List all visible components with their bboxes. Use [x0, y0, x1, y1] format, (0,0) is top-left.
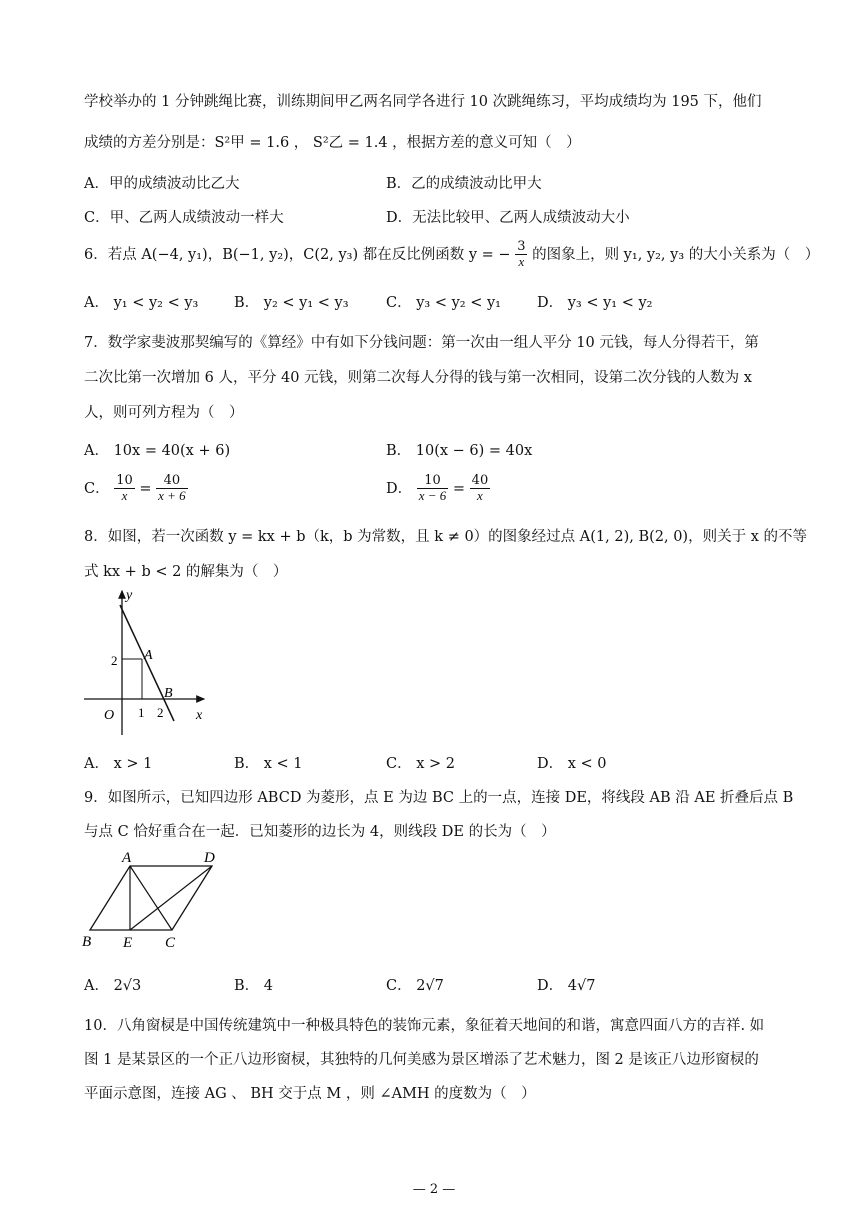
vertex-e-label: E: [123, 935, 133, 951]
q8-option-b: B． x < 1: [234, 756, 303, 772]
segment-ac: [130, 866, 172, 930]
q7-option-c-label: C．: [84, 480, 110, 497]
q6-option-b: B． y₂ < y₁ < y₃: [234, 295, 349, 311]
page-number: — 2 —: [412, 1182, 456, 1197]
line-graph: [120, 605, 174, 721]
q6-fraction: [515, 240, 527, 270]
q10-stem-line1: 10．八角窗棂是中国传统建筑中一种极具特色的装饰元素，象征着天地间的和谐，寓意四面八方的吉祥. 如: [84, 1018, 765, 1034]
q5-stem-line2: 成绩的方差分别是：S²甲 = 1.6 ， S²乙 = 1.4 ，根据方差的意义可知（ ）: [84, 135, 581, 151]
q9-stem-line2: 与点 C 恰好重合在一起．已知菱形的边长为 4，则线段 DE 的长为（ ）: [84, 824, 556, 840]
y-axis-label: y: [126, 588, 133, 603]
q8-option-a: A． x > 1: [84, 756, 153, 772]
vertex-b-label: B: [82, 934, 92, 950]
q8-stem-line2: 式 kx + b < 2 的解集为（ ）: [84, 564, 288, 580]
q10-stem-line3: 平面示意图，连接 AG 、 BH 交于点 M ，则 ∠AMH 的度数为（ ）: [84, 1086, 536, 1102]
q6-option-d: D． y₃ < y₁ < y₂: [537, 295, 653, 311]
q7c-d2: x + 6: [158, 488, 186, 504]
tick-x-2: 2: [157, 705, 164, 720]
q6-frac-denominator: x: [518, 254, 525, 270]
q7c-n1: 10: [116, 473, 133, 488]
q7d-d1: x − 6: [418, 488, 447, 504]
q6-option-c: C． y₃ < y₂ < y₁: [386, 295, 501, 311]
q5-stem-line1: 学校举办的 1 分钟跳绳比赛，训练期间甲乙两名同学各进行 10 次跳绳练习，平均成绩均为 195 下，他们: [84, 94, 762, 110]
q8-graph-figure: [80, 585, 220, 735]
point-b-label: B: [164, 686, 173, 701]
q6-stem: [84, 240, 819, 270]
q7d-n2: 40: [471, 473, 489, 488]
q7d-n1: 10: [417, 474, 449, 489]
tick-x-1: 1: [138, 705, 145, 720]
q8-option-d: D． x < 0: [537, 756, 607, 772]
tick-y-2: 2: [111, 653, 118, 668]
q9-option-a: A． 2√3: [84, 978, 142, 994]
q10-stem-line2: 图 1 是某景区的一个正八边形窗棂，其独特的几何美感为景区增添了艺术魅力，图 2 是该正八边形窗棂的: [84, 1052, 759, 1068]
q9-stem-line1: 9．如图所示，已知四边形 ABCD 为菱形，点 E 为边 BC 上的一点，连接 DE，将线段 AB 沿 AE 折叠后点 B: [84, 790, 794, 806]
q8-option-c: C． x > 2: [386, 756, 455, 772]
vertex-d-label: D: [204, 850, 215, 866]
q6-stem-b: 的图象上，则 y₁, y₂, y₃ 的大小关系为（ ）: [532, 246, 820, 263]
q7c-d1: x: [121, 488, 128, 504]
q7d-d2: x: [477, 488, 483, 504]
x-axis-label: x: [196, 708, 203, 723]
q7-option-d-label: D．: [386, 480, 413, 497]
q7c-n2: 40: [156, 474, 188, 489]
q6-frac-numerator: 3: [517, 239, 526, 254]
q5-option-b: B．乙的成绩波动比甲大: [386, 176, 542, 192]
q7-stem-line2: 二次比第一次增加 6 人，平分 40 元钱，则第二次每人分得的钱与第一次相同，设第二次分钱的人数为 x: [84, 370, 752, 386]
q7-stem-line1: 7．数学家斐波那契编写的《算经》中有如下分钱问题：第一次由一组人平分 10 元钱，每人分得若干，第: [84, 335, 759, 351]
q7-stem-line3: 人，则可列方程为（ ）: [84, 405, 244, 421]
q5-option-a: A．甲的成绩波动比乙大: [84, 176, 240, 192]
q6-stem-a: 6．若点 A(−4, y₁)，B(−1, y₂)，C(2, y₃) 都在反比例函数 y = −: [84, 246, 511, 263]
q9-rhombus-figure: [80, 846, 230, 954]
q7-option-a: A． 10x = 40(x + 6): [84, 443, 231, 459]
q6-option-a: A． y₁ < y₂ < y₃: [84, 295, 199, 311]
q7-option-d: D． $\frac{10}{x - 6}$ = $\frac{40}{x}$: [386, 473, 489, 504]
q7-option-b: B． 10(x − 6) = 40x: [386, 443, 533, 459]
q5-option-d: D．无法比较甲、乙两人成绩波动大小: [386, 210, 630, 226]
vertex-c-label: C: [165, 935, 176, 951]
q9-option-d: D． 4√7: [537, 978, 596, 994]
q5-option-c: C．甲、乙两人成绩波动一样大: [84, 210, 284, 226]
q9-option-c: C． 2√7: [386, 978, 444, 994]
segment-de: [130, 866, 212, 930]
point-a-label: A: [144, 648, 153, 663]
q9-option-b: B． 4: [234, 978, 273, 994]
vertex-a-label: A: [122, 850, 132, 866]
q8-stem-line1: 8．如图，若一次函数 y = kx + b（k，b 为常数，且 k ≠ 0）的图象经过点 A(1, 2), B(2, 0)，则关于 x 的不等: [84, 529, 807, 545]
q7-option-c: C． $\frac{10}{x}$ = $\frac{40}{x + 6}$: [84, 473, 186, 504]
origin-label: O: [104, 708, 115, 723]
